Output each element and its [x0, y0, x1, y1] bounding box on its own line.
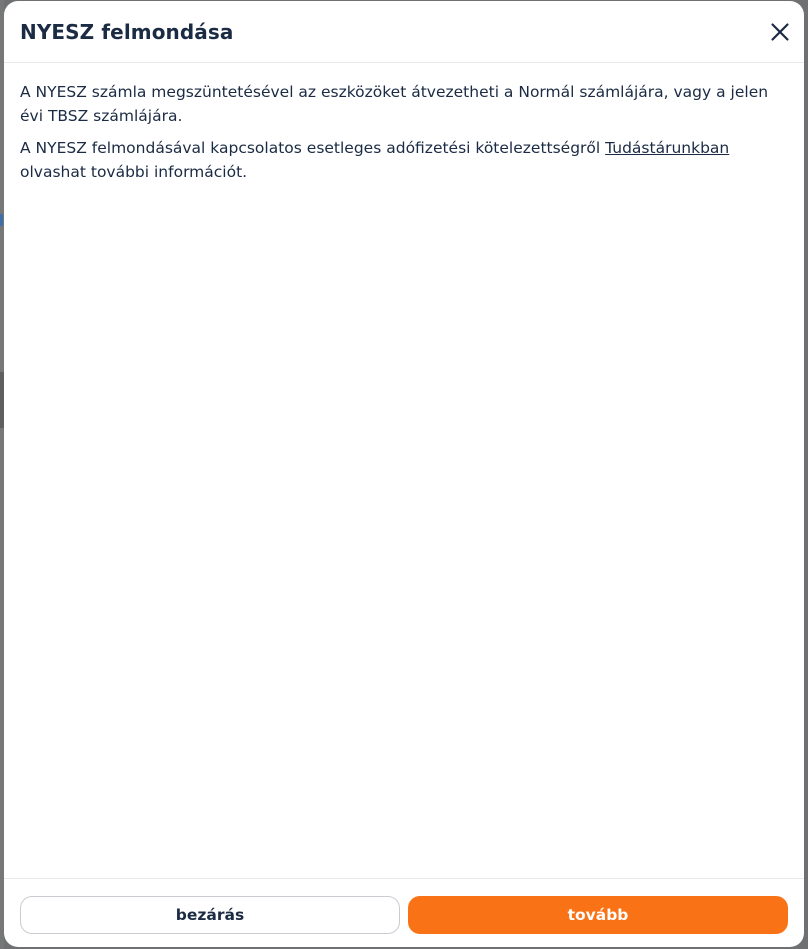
close-button[interactable]: [766, 18, 794, 46]
tax-info-text-start: A NYESZ felmondásával kapcsolatos esetleges adófizetési kötelezettségről: [20, 139, 606, 157]
backdrop-link-fragment: [0, 214, 3, 226]
tax-info-text: [20, 136, 790, 184]
dialog-body: [20, 80, 790, 192]
close-dialog-button[interactable]: bezárás: [20, 896, 400, 934]
continue-button[interactable]: tovább: [408, 896, 788, 934]
dialog-footer: [4, 878, 804, 947]
knowledge-base-link[interactable]: Tudástárunkban: [605, 139, 730, 157]
transfer-info-text: A NYESZ számla megszüntetésével az eszközöket átvezetheti a Normál számlájára, vagy a jelen évi TBSZ számlájára.: [20, 83, 769, 125]
close-icon: [770, 22, 790, 42]
dialog-header: [4, 1, 804, 63]
nyesz-termination-dialog: [4, 1, 804, 947]
dialog-title: NYESZ felmondása: [20, 20, 234, 44]
tax-info-text-end: olvashat további információt.: [20, 163, 248, 181]
